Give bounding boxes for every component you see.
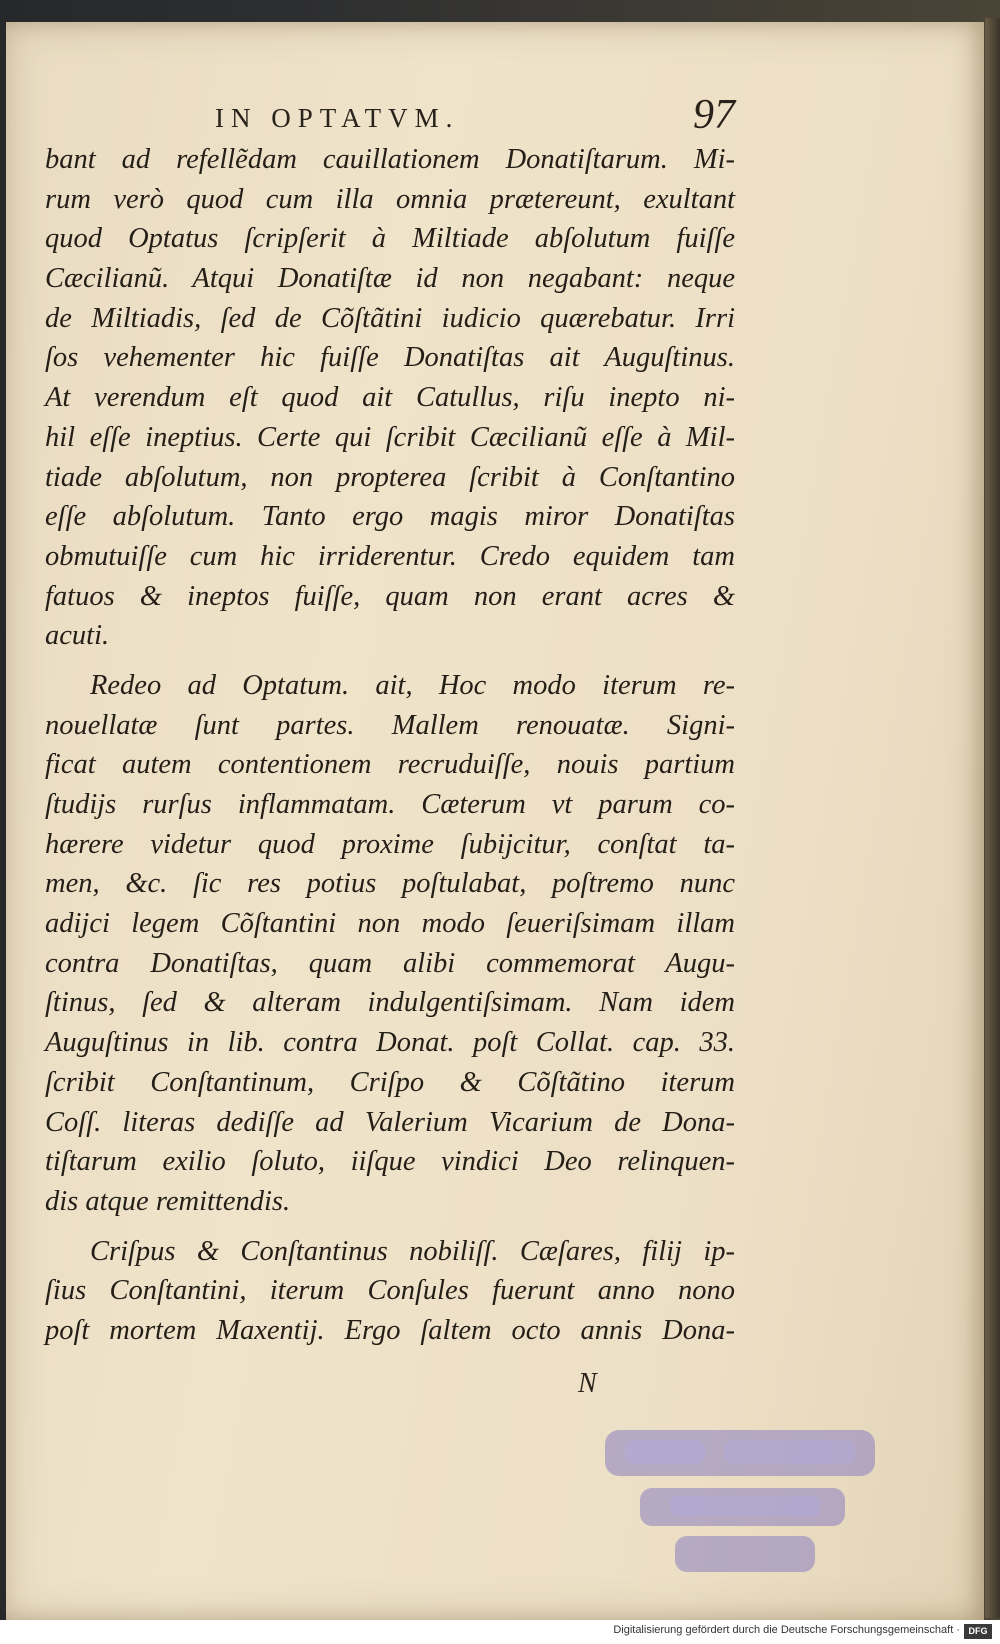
text-line: de Miltiadis, ſed de Cõſtãtini iudicio quærebatur. Irri <box>45 302 735 334</box>
text-line: quod Optatus ſcripſerit à Miltiade abſolutum fuiſſe <box>45 223 735 255</box>
page-edge <box>985 18 1000 1618</box>
text-line: Redeo ad Optatum. ait, Hoc modo iterum re- <box>90 669 735 701</box>
text-line: hil eſſe ineptius. Certe qui ſcribit Cæcilianũ eſſe à Mil- <box>45 421 735 453</box>
page-number: 97 <box>693 92 735 138</box>
text-line: nouellatæ ſunt partes. Mallem renouatæ. Signi- <box>45 709 735 741</box>
text-line: bant ad refellẽdam cauillationem Donatiſtarum. Mi- <box>45 144 735 175</box>
text-line: Criſpus & Conſtantinus nobiliſſ. Cæſares, filij ip- <box>90 1235 735 1267</box>
text-line: Auguſtinus in lib. contra Donat. poſt Collat. cap. 33. <box>45 1027 735 1059</box>
text-line: contra Donatiſtas, quam alibi commemorat Augu- <box>45 947 735 979</box>
paragraph <box>45 1232 735 1351</box>
text-line: dis atque remittendis. <box>45 1185 291 1217</box>
text-line: adijci legem Cõſtantini non modo ſeueriſsimam illam <box>45 908 735 940</box>
text-line: men, &c. ſic res potius poſtulabat, poſtremo nunc <box>45 868 735 900</box>
paragraph-gap <box>45 1222 735 1232</box>
footer-bar <box>0 1620 1000 1644</box>
text-line: eſſe abſolutum. Tanto ergo magis miror Donatiſtas <box>45 501 735 533</box>
text-line: At verendum eſt quod ait Catullus, riſu inepto ni- <box>45 382 735 414</box>
text-line: tiade abſolutum, non propterea ſcribit à Conſtantino <box>45 461 735 493</box>
text-line: rum verò quod cum illa omnia prætereunt, exultant <box>45 183 735 215</box>
catchword: N <box>578 1368 597 1399</box>
body-text <box>45 140 735 1351</box>
text-line: ſtinus, ſed & alteram indulgentiſsimam. Nam idem <box>45 987 735 1019</box>
text-line: obmutuiſſe cum hic irriderentur. Credo equidem tam <box>45 540 735 572</box>
text-line: tiſtarum exilio ſoluto, iiſque vindici Deo relinquen- <box>45 1146 735 1178</box>
paragraph <box>45 666 735 1222</box>
text-line: fatuos & ineptos fuiſſe, quam non erant acres & <box>45 580 735 612</box>
text-line: ſos vehementer hic fuiſſe Donatiſtas ait Auguſtinus. <box>45 342 735 374</box>
text-line: poſt mortem Maxentij. Ergo ſaltem octo annis Dona- <box>45 1314 735 1346</box>
text-line: hærere videtur quod proxime ſubijcitur, conſtat ta- <box>45 828 735 860</box>
running-head: IN OPTATVM. <box>215 103 460 133</box>
text-line: ſius Conſtantini, iterum Conſules fuerunt anno nono <box>45 1275 735 1307</box>
text-line: ſtudijs rurſus inflammatam. Cæterum vt parum co- <box>45 789 735 820</box>
text-line: Cæcilianũ. Atqui Donatiſtæ id non negabant: neque <box>45 263 735 295</box>
text-line: ficat autem contentionem recruduiſſe, nouis partium <box>45 749 735 781</box>
page-header <box>215 85 735 145</box>
digitization-credit: Digitalisierung gefördert durch die Deutsche Forschungsgemeinschaft · <box>613 1624 960 1636</box>
text-line: acuti. <box>45 620 110 652</box>
dfg-logo: DFG <box>964 1624 992 1639</box>
paragraph-gap <box>45 656 735 666</box>
text-line: ſcribit Conſtantinum, Criſpo & Cõſtãtino iterum <box>45 1066 735 1098</box>
library-stamp <box>600 1410 885 1580</box>
paragraph <box>45 140 735 656</box>
text-line: Coſſ. literas dediſſe ad Valerium Vicarium de Dona- <box>45 1106 735 1138</box>
